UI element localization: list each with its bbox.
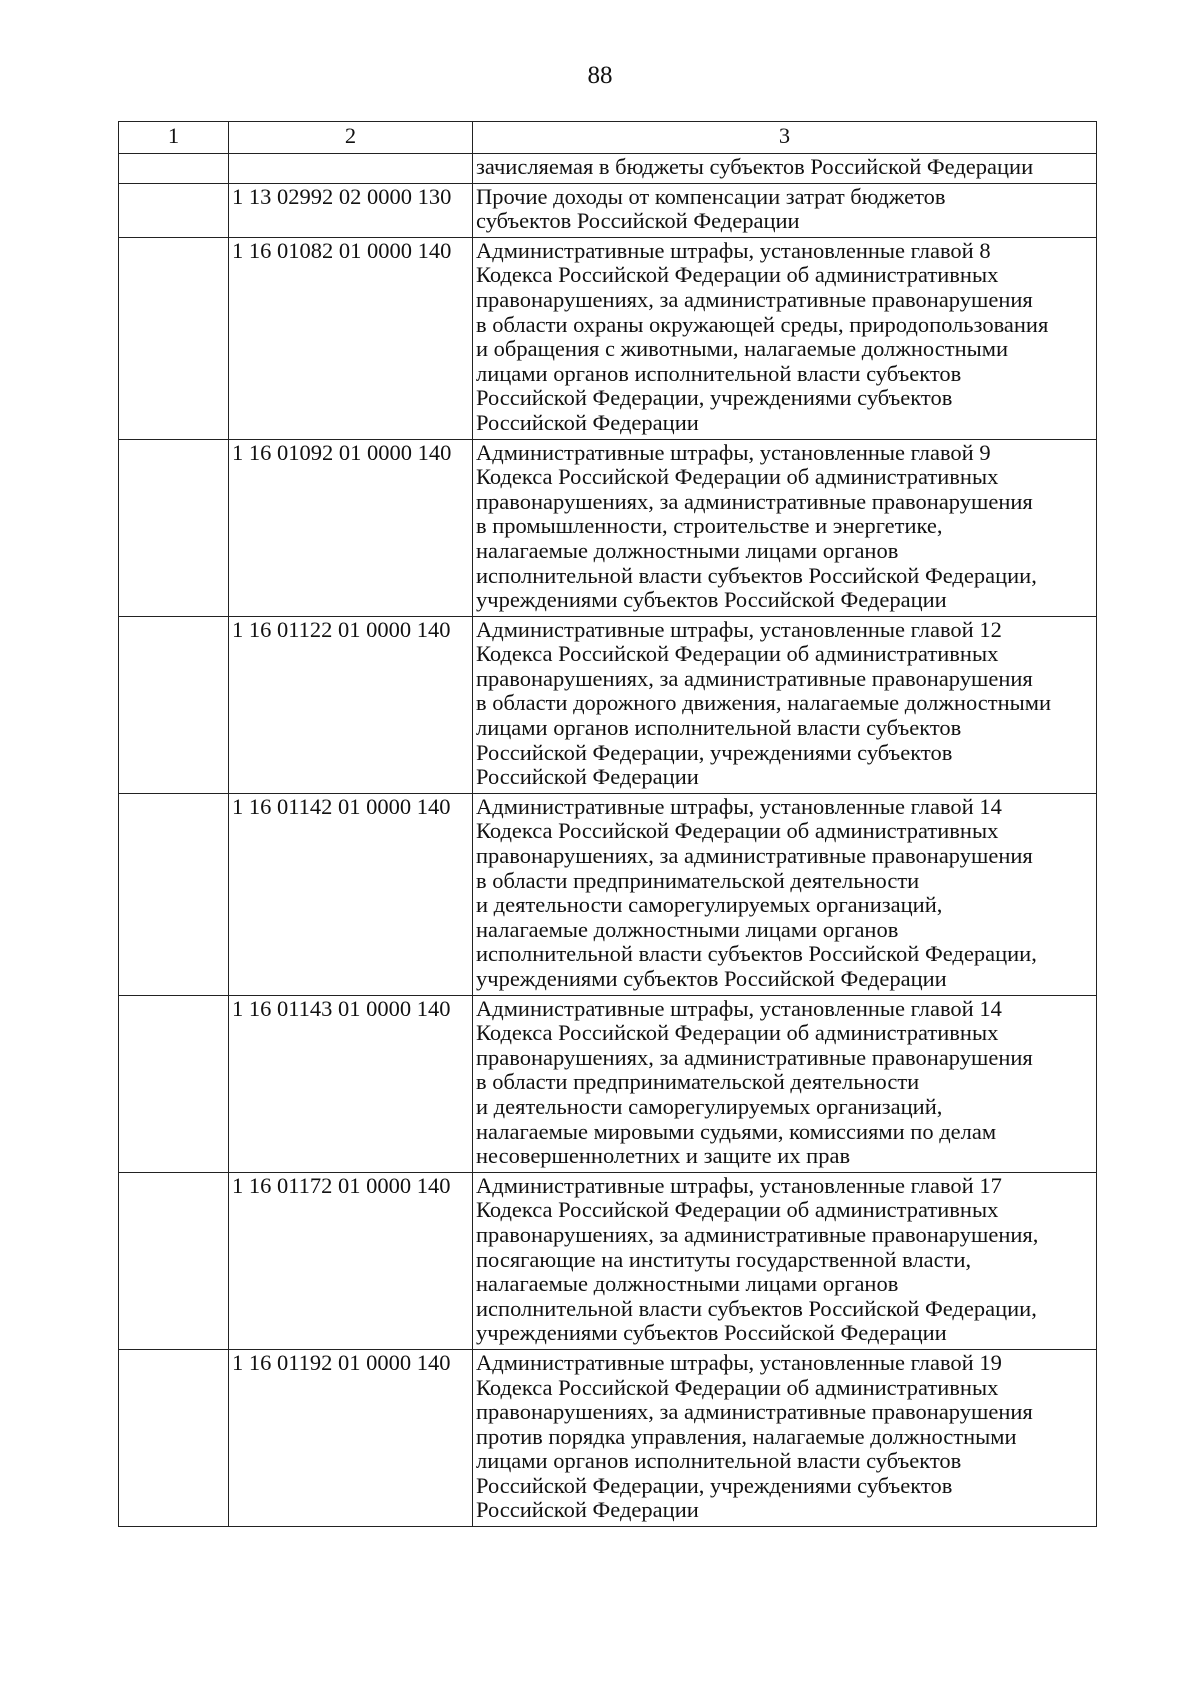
revenue-code-cell: 1 16 01082 01 0000 140 xyxy=(229,237,473,439)
description-line: исполнительной власти субъектов Российской Федерации, xyxy=(476,562,1037,588)
table-row xyxy=(119,439,1097,616)
description-line: зачисляемая в бюджеты субъектов Российской Федерации xyxy=(476,154,1034,179)
description-line: налагаемые должностными лицами органов xyxy=(476,537,899,563)
table-row xyxy=(119,616,1097,793)
description-line: в области дорожного движения, налагаемые должностными xyxy=(476,690,1052,716)
description-line: правонарушениях, за административные правонарушения, xyxy=(476,1221,1039,1247)
description-line: против порядка управления, налагаемые должностными xyxy=(476,1423,1017,1449)
revenue-description-cell xyxy=(473,154,1097,184)
description-line: Административные штрафы, установленные главой 14 xyxy=(476,995,1002,1021)
description-line: Административные штрафы, установленные главой 9 xyxy=(476,439,991,465)
description-line: субъектов Российской Федерации xyxy=(476,208,800,234)
table-row xyxy=(119,154,1097,184)
description-line: налагаемые мировыми судьями, комиссиями по делам xyxy=(476,1118,997,1144)
revenue-code-cell: 1 16 01192 01 0000 140 xyxy=(229,1349,473,1526)
table-row xyxy=(119,1349,1097,1526)
description-line: исполнительной власти субъектов Российской Федерации, xyxy=(476,941,1037,967)
row-number-cell xyxy=(119,1172,229,1349)
table-row xyxy=(119,237,1097,439)
row-number-cell xyxy=(119,793,229,995)
table-row xyxy=(119,183,1097,237)
revenue-code-cell: 1 16 01143 01 0000 140 xyxy=(229,995,473,1172)
row-number-cell xyxy=(119,439,229,616)
description-line: Кодекса Российской Федерации об административных xyxy=(476,1197,999,1223)
row-number-cell xyxy=(119,1349,229,1526)
description-line: несовершеннолетних и защите их прав xyxy=(476,1143,851,1169)
description-line: учреждениями субъектов Российской Федерации xyxy=(476,1320,947,1346)
revenue-description-cell xyxy=(473,237,1097,439)
description-line: Кодекса Российской Федерации об административных xyxy=(476,464,999,490)
table-row xyxy=(119,1172,1097,1349)
description-line: в промышленности, строительстве и энергетике, xyxy=(476,513,943,539)
description-line: и деятельности саморегулируемых организаций, xyxy=(476,892,943,918)
description-line: Административные штрафы, установленные главой 14 xyxy=(476,793,1002,819)
revenue-code-cell: 1 16 01092 01 0000 140 xyxy=(229,439,473,616)
description-line: в области предпринимательской деятельности xyxy=(476,867,920,893)
description-line: Кодекса Российской Федерации об административных xyxy=(476,262,999,288)
revenue-description-cell xyxy=(473,793,1097,995)
header-col-1: 1 xyxy=(119,122,229,154)
description-line: Прочие доходы от компенсации затрат бюджетов xyxy=(476,183,946,209)
description-line: Административные штрафы, установленные главой 19 xyxy=(476,1349,1002,1375)
table-row xyxy=(119,995,1097,1172)
description-line: и обращения с животными, налагаемые должностными xyxy=(476,336,1009,362)
description-line: посягающие на институты государственной власти, xyxy=(476,1246,972,1272)
description-line: налагаемые должностными лицами органов xyxy=(476,916,899,942)
description-line: Российской Федерации, учреждениями субъектов xyxy=(476,739,953,765)
description-line: лицами органов исполнительной власти субъектов xyxy=(476,715,962,741)
description-line: учреждениями субъектов Российской Федерации xyxy=(476,966,947,991)
description-line: учреждениями субъектов Российской Федерации xyxy=(476,587,947,613)
table-body xyxy=(119,154,1097,1527)
revenue-description-cell xyxy=(473,439,1097,616)
description-line: и деятельности саморегулируемых организаций, xyxy=(476,1093,943,1119)
table-row xyxy=(119,793,1097,995)
row-number-cell xyxy=(119,183,229,237)
description-line: налагаемые должностными лицами органов xyxy=(476,1271,899,1297)
header-col-3: 3 xyxy=(473,122,1097,154)
revenue-description-cell xyxy=(473,995,1097,1172)
revenue-codes-table xyxy=(118,121,1097,1527)
description-line: правонарушениях, за административные правонарушения xyxy=(476,665,1033,691)
row-number-cell xyxy=(119,616,229,793)
revenue-description-cell xyxy=(473,183,1097,237)
description-line: в области охраны окружающей среды, природопользования xyxy=(476,311,1049,337)
revenue-description-cell xyxy=(473,616,1097,793)
revenue-code-cell: 1 13 02992 02 0000 130 xyxy=(229,183,473,237)
description-line: Административные штрафы, установленные главой 12 xyxy=(476,616,1002,642)
description-line: Кодекса Российской Федерации об административных xyxy=(476,1374,999,1400)
description-line: Кодекса Российской Федерации об административных xyxy=(476,818,999,844)
description-line: Российской Федерации xyxy=(476,409,699,435)
description-line: правонарушениях, за административные правонарушения xyxy=(476,1399,1033,1425)
row-number-cell xyxy=(119,237,229,439)
description-line: Административные штрафы, установленные главой 17 xyxy=(476,1172,1002,1198)
header-col-2: 2 xyxy=(229,122,473,154)
row-number-cell xyxy=(119,154,229,184)
description-line: правонарушениях, за административные правонарушения xyxy=(476,286,1033,312)
description-line: правонарушениях, за административные правонарушения xyxy=(476,843,1033,869)
revenue-code-cell: 1 16 01122 01 0000 140 xyxy=(229,616,473,793)
description-line: Российской Федерации xyxy=(476,764,699,790)
description-line: лицами органов исполнительной власти субъектов xyxy=(476,360,962,386)
description-line: Российской Федерации, учреждениями субъектов xyxy=(476,1472,953,1498)
description-line: исполнительной власти субъектов Российской Федерации, xyxy=(476,1295,1037,1321)
page-number: 88 xyxy=(587,62,613,89)
revenue-code-cell xyxy=(229,154,473,184)
description-line: Административные штрафы, установленные главой 8 xyxy=(476,237,991,263)
revenue-description-cell xyxy=(473,1172,1097,1349)
description-line: Кодекса Российской Федерации об административных xyxy=(476,641,999,667)
revenue-code-cell: 1 16 01142 01 0000 140 xyxy=(229,793,473,995)
description-line: правонарушениях, за административные правонарушения xyxy=(476,1044,1033,1070)
description-line: правонарушениях, за административные правонарушения xyxy=(476,488,1033,514)
description-line: Российской Федерации, учреждениями субъектов xyxy=(476,385,953,411)
description-line: лицами органов исполнительной власти субъектов xyxy=(476,1448,962,1474)
description-line: Российской Федерации xyxy=(476,1497,699,1523)
row-number-cell xyxy=(119,995,229,1172)
description-line: Кодекса Российской Федерации об административных xyxy=(476,1020,999,1046)
revenue-code-cell: 1 16 01172 01 0000 140 xyxy=(229,1172,473,1349)
description-line: в области предпринимательской деятельности xyxy=(476,1069,920,1095)
table-header-row xyxy=(119,122,1097,154)
revenue-description-cell xyxy=(473,1349,1097,1526)
